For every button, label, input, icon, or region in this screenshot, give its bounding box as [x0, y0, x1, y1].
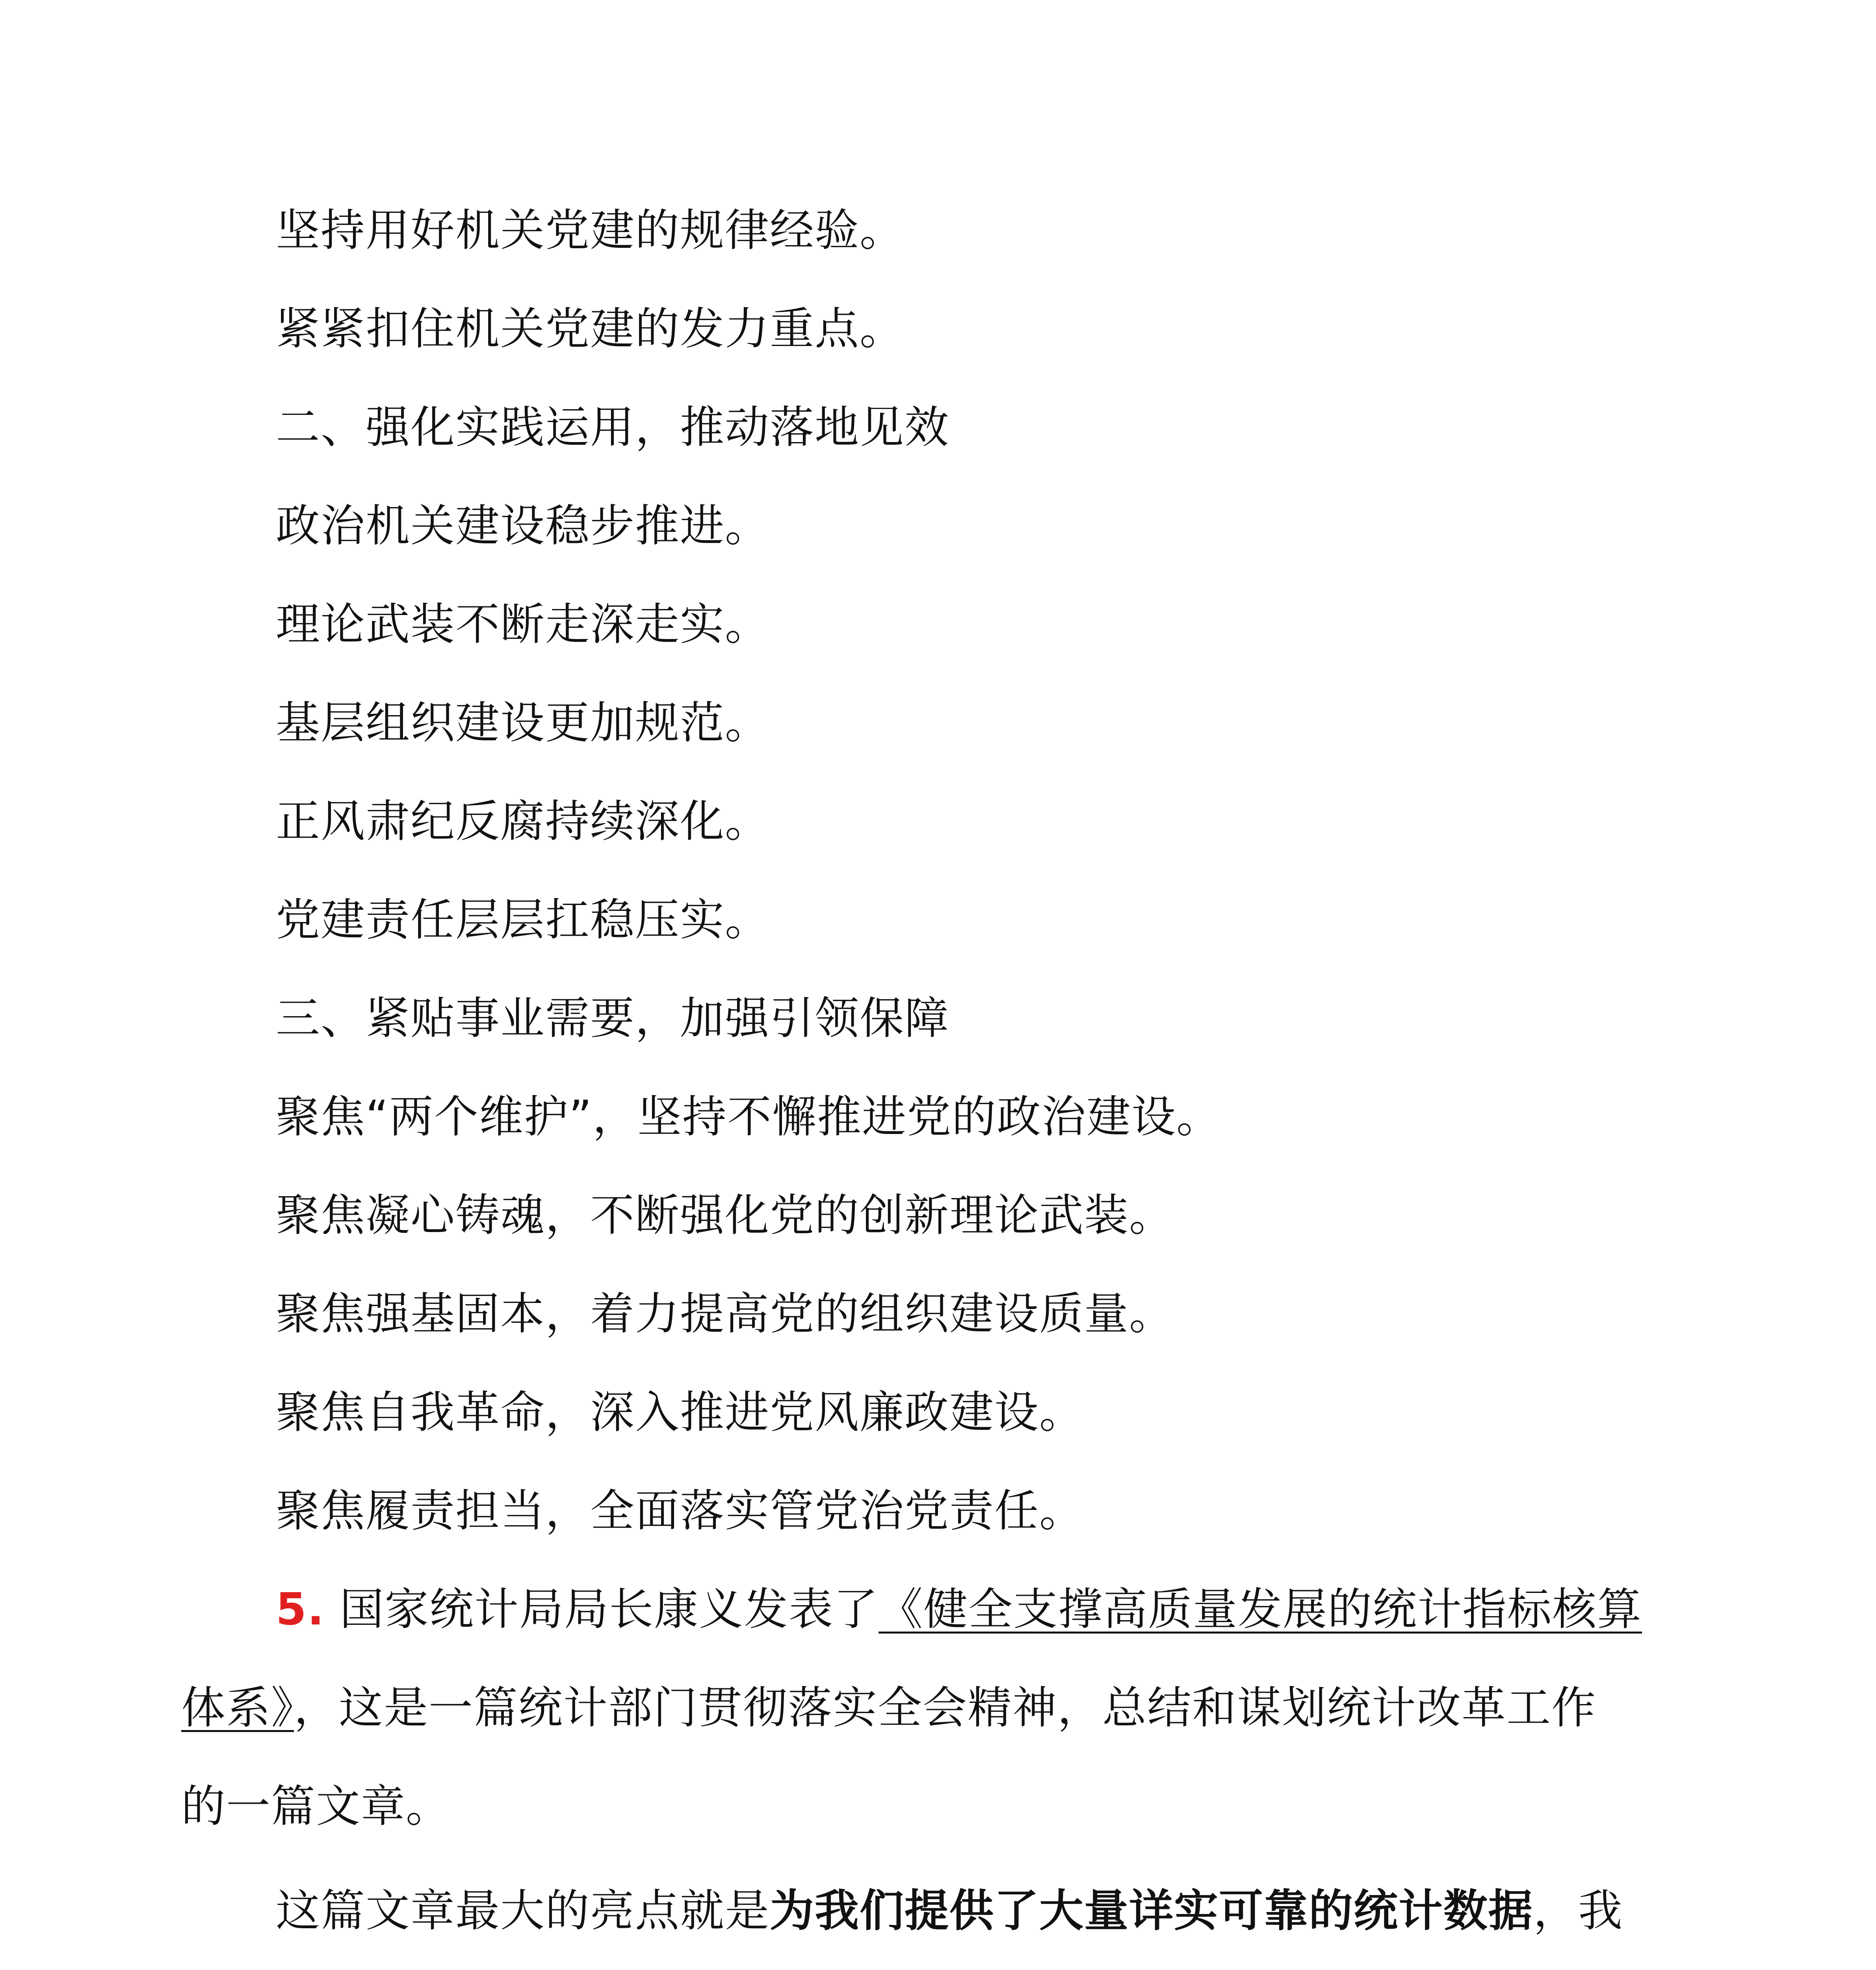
article-title-link[interactable]: 《健全支撑高质量发展的统计指标核算: [879, 1584, 1642, 1635]
paragraph: 基层组织建设更加规范。: [276, 697, 770, 749]
paragraph: 政治机关建设稳步推进。: [276, 500, 770, 552]
paragraph: 聚焦履责担当，全面落实管党治党责任。: [276, 1485, 1084, 1537]
article-title-link-cont[interactable]: 体系》: [181, 1682, 294, 1734]
item5-line3: 的一篇文章。: [181, 1781, 451, 1832]
paragraph: 党建责任层层扛稳压实。: [276, 894, 770, 946]
item5-line2: [181, 1680, 1596, 1736]
paragraph: 聚焦凝心铸魂，不断强化党的创新理论武装。: [276, 1190, 1174, 1241]
section-heading: 三、紧贴事业需要，加强引领保障: [276, 993, 949, 1044]
paragraph: 理论武装不断走深走实。: [276, 599, 770, 650]
paragraph: 坚持用好机关党建的规律经验。: [276, 205, 905, 256]
item5-intro: 国家统计局局长康义发表了: [340, 1584, 879, 1635]
section-heading: 二、强化实践运用，推动落地见效: [276, 402, 949, 453]
highlight-lead: 这篇文章最大的亮点就是: [276, 1885, 770, 1937]
paragraph: 紧紧扣住机关党建的发力重点。: [276, 303, 905, 355]
paragraph: 聚焦“两个维护”，坚持不懈推进党的政治建设。: [276, 1091, 1222, 1143]
highlight-tail: ，我: [1533, 1885, 1623, 1937]
highlight-bold: 为我们提供了大量详实可靠的统计数据: [770, 1885, 1533, 1937]
item5-line1: [276, 1582, 1642, 1637]
highlight-line1: [276, 1883, 1623, 1938]
paragraph: 聚焦自我革命，深入推进党风廉政建设。: [276, 1387, 1084, 1438]
paragraph: 聚焦强基固本，着力提高党的组织建设质量。: [276, 1288, 1174, 1340]
item5-rest: ，这是一篇统计部门贯彻落实全会精神，总结和谋划统计改革工作: [294, 1682, 1596, 1734]
item-number: 5.: [276, 1584, 325, 1635]
paragraph: 正风肃纪反腐持续深化。: [276, 796, 770, 847]
